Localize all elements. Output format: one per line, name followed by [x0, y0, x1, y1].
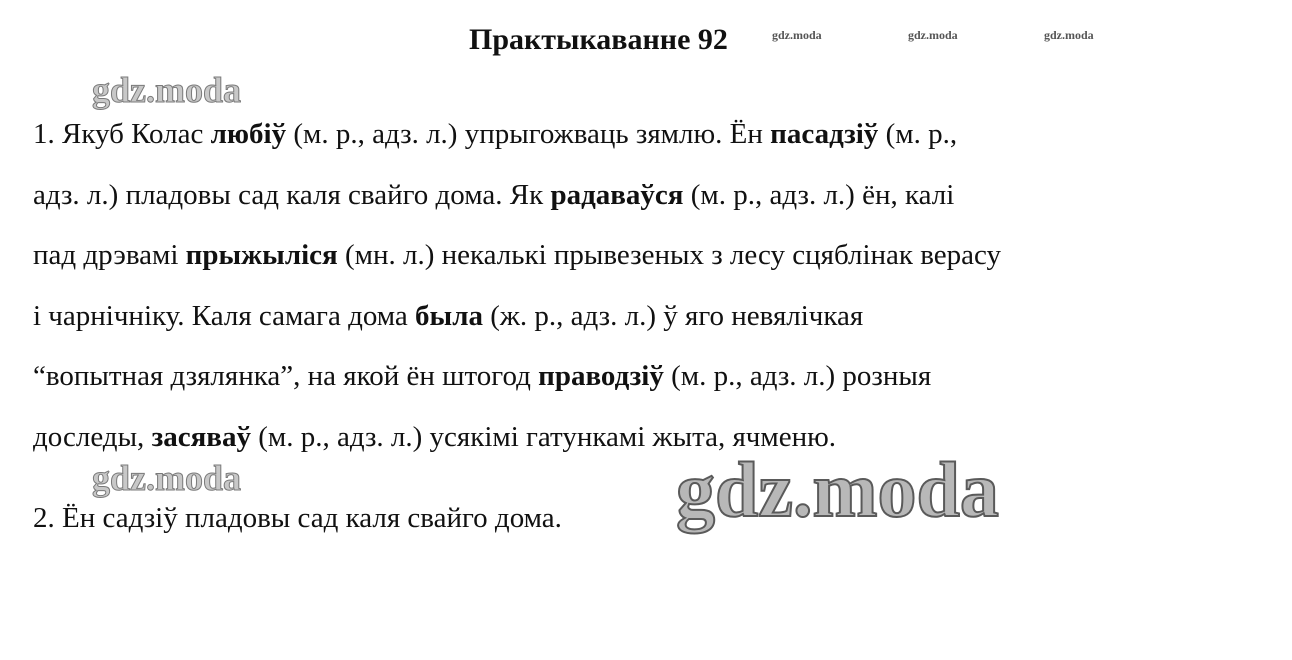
page-title: Практыкаванне 92	[469, 23, 728, 56]
watermark-top-2: gdz.moda	[908, 28, 958, 42]
text-line-1: 1. Якуб Колас любіў (м. р., адз. л.) упрыгожваць зямлю. Ён пасадзіў (м. р.,	[33, 118, 958, 150]
text-line-6: доследы, засяваў (м. р., адз. л.) усякімі гатункамі жыта, ячменю.	[33, 420, 837, 453]
text-line-2: адз. л.) пладовы сад каля свайго дома. Як радаваўся (м. р., адз. л.) ён, калі	[33, 178, 955, 211]
verb-pryzhylisya: прыжыліся	[185, 239, 338, 271]
text-line-3: пад дрэвамі прыжыліся (мн. л.) некалькі прывезеных з лесу сцяблінак верасу	[33, 239, 1002, 271]
text-line-5: “вопытная дзялянка”, на якой ён штогод праводзіў (м. р., адз. л.) розныя	[33, 360, 932, 392]
verb-zasyavau: засяваў	[151, 420, 251, 453]
verb-radavausya: радаваўся	[550, 178, 684, 211]
verb-pasadziu: пасадзіў	[770, 118, 879, 150]
verb-lyubiu: любіў	[210, 118, 287, 150]
exercise-1-text	[33, 104, 1263, 467]
watermark-top-1: gdz.moda	[772, 28, 822, 42]
watermark-top-3: gdz.moda	[1044, 28, 1094, 42]
verb-byla: была	[415, 299, 483, 332]
text-line-4: і чарнічніку. Каля самага дома была (ж. р., адз. л.) ў яго невялічкая	[33, 299, 864, 332]
exercise-2-text: 2. Ён садзіў пладовы сад каля свайго дома.	[33, 502, 562, 534]
verb-pravodziu: праводзіў	[538, 360, 664, 392]
watermark-center: gdz.moda	[676, 446, 999, 533]
watermark-left-2: gdz.moda	[92, 458, 242, 498]
watermark-left-1: gdz.moda	[92, 70, 242, 110]
